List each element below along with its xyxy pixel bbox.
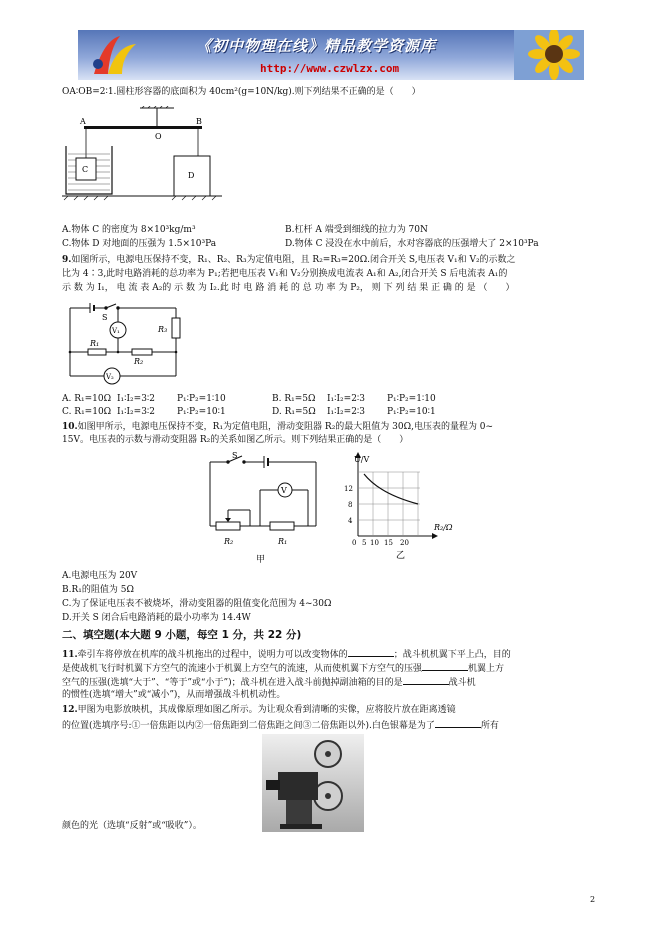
q9-number: 9.: [62, 255, 72, 265]
label-V2: V₂: [106, 373, 114, 381]
label-R2: R₂: [224, 537, 234, 546]
q8-stem: OA∶OB=2∶1.圆柱形容器的底面积为 40cm²(g=10N/kg).则下列结果不正确的是（ ）: [62, 87, 421, 97]
caption-jia: 甲: [256, 555, 266, 565]
q12-line2: 的位置(选填序号:①一倍焦距以内②一倍焦距到二倍焦距之间③二倍焦距以外).白色银幕是为了 所有: [62, 718, 499, 733]
x-tick-10: 10: [370, 539, 379, 547]
q9-option-c: C. R₁=10Ω I₁∶I₂=3∶2 P₁∶P₂=10∶1: [62, 407, 226, 417]
q11-line2: 是使战机飞行时机翼下方空气的流速小于机翼上方空气的流速，从而使机翼下方空气的压强 机翼上方: [62, 661, 504, 676]
label-C: C: [82, 165, 89, 174]
y-tick-12: 12: [344, 485, 353, 493]
banner-title: 《初中物理在线》精品教学资源库: [196, 37, 437, 55]
q12-blank-1[interactable]: [435, 718, 481, 728]
q11-number: 11.: [62, 650, 78, 660]
q8-lever-figure: [62, 106, 232, 216]
q10-option-a: A.电源电压为 20V: [62, 571, 138, 581]
q10-graph-yi: [330, 450, 470, 568]
graph-ylabel: U/V: [354, 455, 370, 464]
q12-line3: 颜色的光（选填“反射”或“吸收”）。: [62, 821, 202, 831]
label-S: S: [232, 451, 238, 460]
label-R1: R₁: [278, 537, 288, 546]
q8-option-a: A.物体 C 的密度为 8×10³kg/m³: [62, 225, 196, 235]
label-R1: R₁: [90, 339, 100, 348]
q10-option-b: B.R₁的阻值为 5Ω: [62, 585, 134, 595]
label-V1: V₁: [112, 327, 120, 335]
projector-photo: [262, 734, 364, 832]
q11-blank-2[interactable]: [422, 661, 468, 671]
label-R2: R₂: [134, 357, 144, 366]
q12-number: 12.: [62, 705, 78, 715]
y-tick-4: 4: [348, 517, 353, 525]
x-tick-20: 20: [400, 539, 409, 547]
x-tick-0: 0: [352, 539, 357, 547]
x-tick-15: 15: [384, 539, 393, 547]
q9-option-b: B. R₁=5Ω I₁∶I₂=2∶3 P₁∶P₂=1∶10: [272, 394, 436, 404]
q9-circuit-figure: [62, 300, 192, 388]
q9-line2: 比为 4∶3,此时电路消耗的总功率为 P₁;若把电压表 V₁和 V₂分别换成电流表 A₁和 A₂,闭合开关 S 后电流表 A₁的: [62, 269, 508, 279]
label-S: S: [102, 313, 108, 322]
q10-option-d: D.开关 S 闭合后电路消耗的最小功率为 14.4W: [62, 613, 251, 623]
label-A: A: [80, 117, 86, 126]
q9-line1: 9.如图所示，电源电压保持不变，R₁、R₂、R₃为定值电阻，且 R₂=R₃=20Ω.闭合开关 S,电压表 V₁和 V₂的示数之: [62, 255, 516, 265]
q8-option-d: D.物体 C 浸没在水中前后，水对容器底的压强增大了 2×10³Pa: [285, 239, 539, 249]
label-D: D: [188, 171, 195, 180]
q9-line3: 示 数 为 I₁， 电 流 表 A₂的 示 数 为 I₂.此 时 电 路 消 耗 的 总 功 率 为 P₂， 则 下 列 结 果 正 确 的 是 （ ）: [62, 283, 515, 293]
logo-icon: [86, 34, 146, 78]
q10-option-c: C.为了保证电压表不被烧坏，滑动变阻器的阻值变化范围为 4~30Ω: [62, 599, 332, 609]
q10-number: 10.: [62, 422, 78, 432]
section-heading: 二、填空题(本大题 9 小题，每空 1 分，共 22 分): [62, 629, 302, 641]
q9-option-d: D. R₁=5Ω I₁∶I₂=2∶3 P₁∶P₂=10∶1: [272, 407, 436, 417]
q11-blank-3[interactable]: [403, 675, 449, 685]
banner-url: http://www.czwlzx.com: [260, 62, 400, 75]
q11-blank-1[interactable]: [348, 647, 394, 657]
sunflower-icon: [514, 30, 584, 80]
q8-option-c: C.物体 D 对地面的压强为 1.5×10³Pa: [62, 239, 217, 249]
q11-line1: 11.牵引车将停放在机库的战斗机拖出的过程中，说明力可以改变物体的 ；战斗机机翼下平上凸，目的: [62, 647, 511, 662]
y-tick-8: 8: [348, 501, 353, 509]
header-banner: [78, 30, 584, 80]
label-B: B: [196, 117, 202, 126]
q8-option-b: B.杠杆 A 端受到细线的拉力为 70N: [285, 225, 428, 235]
graph-xlabel: R₂/Ω: [434, 523, 453, 532]
caption-yi: 乙: [396, 551, 406, 561]
x-tick-5: 5: [362, 539, 367, 547]
label-R3: R₃: [158, 325, 168, 334]
q11-line3: 空气的压强(选填“大于”、“等于”或“小于”)；战斗机在进入战斗前抛掉副油箱的目的是 战斗机: [62, 675, 476, 690]
q10-line1: 10.如图甲所示，电源电压保持不变，R₁为定值电阻，滑动变阻器 R₂的最大阻值为 30Ω,电压表的量程为 0~: [62, 422, 494, 432]
page-number: 2: [590, 895, 596, 904]
q10-line2: 15V。电压表的示数与滑动变阻器 R₂的关系如图乙所示。则下列结果正确的是（ ）: [62, 435, 409, 445]
q10-circuit-jia: [200, 450, 320, 568]
label-V: V: [281, 486, 287, 495]
q12-line1: 12.甲图为电影放映机，其成像原理如图乙所示。为让观众看到清晰的实像，应将胶片放在距离透镜: [62, 705, 456, 715]
label-O: O: [155, 132, 162, 141]
q11-line4: 的惯性(选填“增大”或“减小”)，从而增强战斗机机动性。: [62, 690, 286, 700]
q9-option-a: A. R₁=10Ω I₁∶I₂=3∶2 P₁∶P₂=1∶10: [62, 394, 226, 404]
